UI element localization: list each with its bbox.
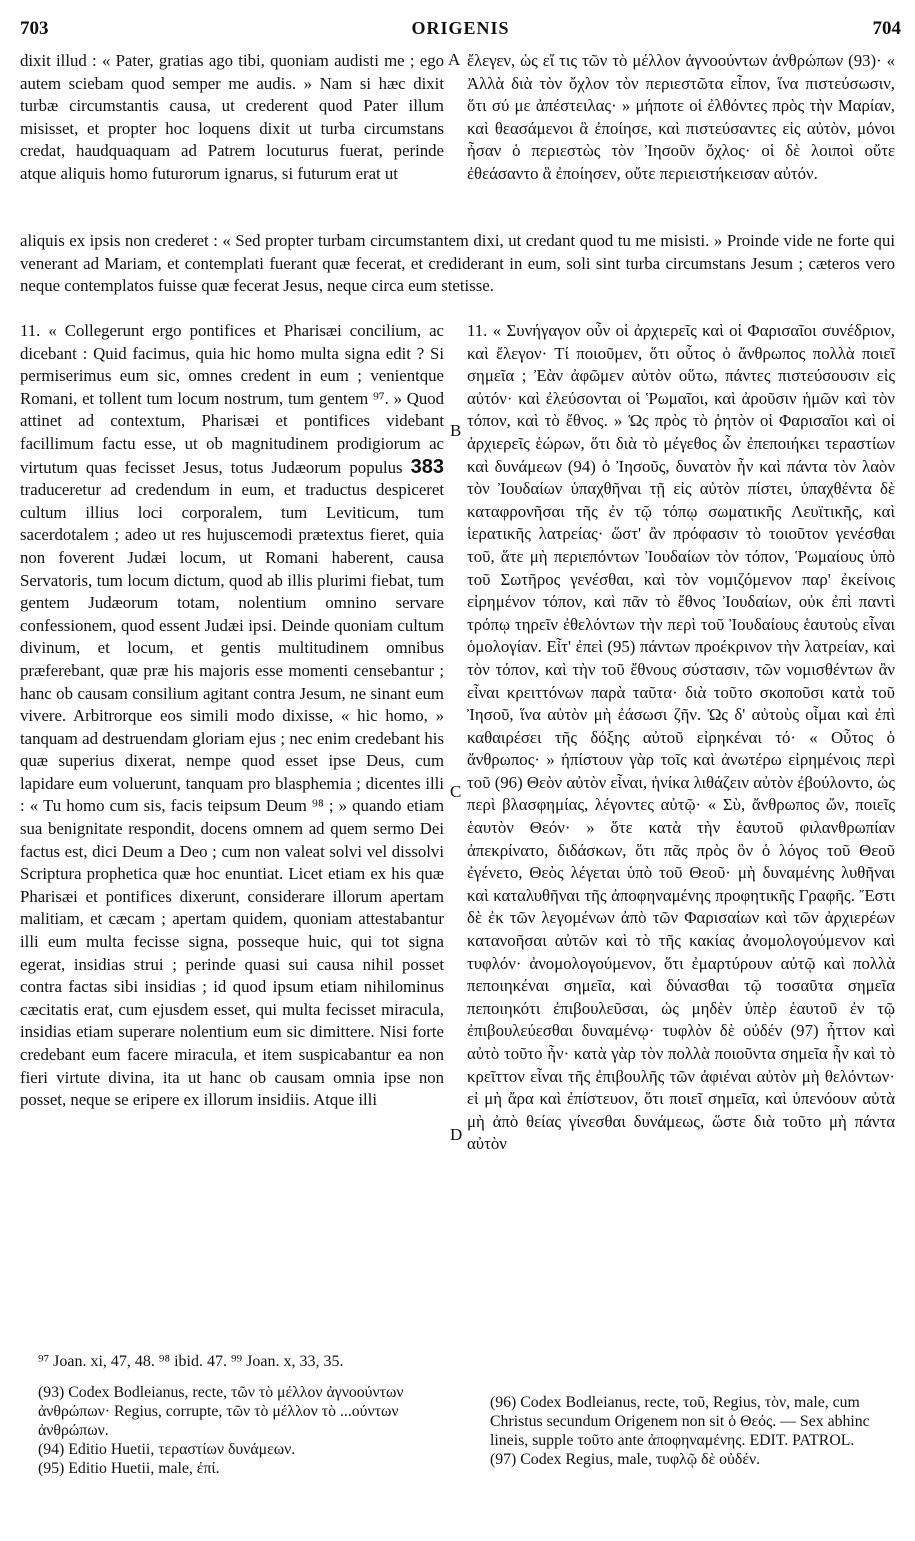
page-number-left: 703: [20, 18, 49, 39]
latin-full-width-block: [20, 230, 895, 298]
latin-text-b: traduceretur ad credendum in eum, et traductus despiceret cultum illius loci corporalem, tum Leviticum, tum sacerdotalem ; adeo ut res hujuscemodi prætextus fieret, quia non foverent Judæi locum, ut Romani haberent, causa Servatoris, tum locum dictum, quod ab illis plurimi fiebat, tum gentem Judæorum totam, nolentium omnino servare confessionem, quod essent Judæi ipsi. Deinde quoniam cultum divinum, et locum, et gentis multitudinem omnibus præferebant, quæ præ his majoris esse momenti censebantur ; hanc ob causam consilium agitant contra Jesum, ne sinant eum vivere. Arbitrorque eos simili modo dixisse, « hic homo, » tanquam ad destruendam gloriam ejus ; nec enim credebant his quæ superius dixerat, nempe quod esset ipse Deus, cum lapidare eum voluerunt, tanquam pro blasphemia ; dicentes illi : « Tu homo cum sis, facis teipsum Deum ⁹⁸ ; » quando etiam sua benignitate respondit, docens omnem ad quem sermo Dei factus est, dici Deum a Deo ; cum non valeat solvi vel dissolvi Scriptura prophetica quæ hoc enuntiat. Licet etiam ex his quæ Pharisæi et pontifices dixerunt, considerare illorum apertam malitiam, et cæcam ; apertam quidem, quoniam attestabantur illi eum multa fecisse signa, posseque huic, qui tot signa egerat, insidias strui ; perinde quasi sui causa nihil posset contra factas sibi insidias ; id quod ipsum etiam nihilominus cæcitatis erat, cum ejusdem esset, qui multa fecisset miracula, insidias etiam superare nolentium eum sic dimittere. Nisi forte credebant eum facere miracula, et item suspicabantur ea non fieri virtute divina, ita ut hanc ob causam omnia ipse non posset, neque se eripere ex illorum insidiis. Atque illi: [20, 480, 444, 1110]
column-number: 383: [410, 455, 444, 478]
latin-paragraph-main: [20, 320, 444, 1112]
greek-paragraph-main: 11. « Συνήγαγον οὖν οἱ ἀρχιερεῖς καὶ οἱ Φαρισαῖοι συνέδριον, καὶ ἔλεγον· Τί ποιοῦμεν, ὅτι οὗτος ὁ ἄνθρωπος πολλὰ ποιεῖ σημεῖα ; Ἐὰν ἀφῶμεν αὐτὸν οὕτω, πάντες πιστεύσουσιν εἰς αὐτόν· καὶ ἐλεύσονται οἱ Ῥωμαῖοι, καὶ ἀροῦσιν ἡμῶν καὶ τὸν τόπον, καὶ τὸ ἔθνος. » Ὡς πρὸς τὸ ῥητὸν οἱ Φαρισαῖοι καὶ οἱ ἀρχιερεῖς ἑώρων, ὅτι διὰ τὸ μέγεθος ὧν ἐπεποιήκει τεραστίων καὶ δυνάμεων (94) ὁ Ἰησοῦς, δυνατὸν ἦν καὶ πάντα τὸν λαὸν τὸν Ἰουδαίων ὑπαχθῆναι τῇ εἰς αὐτὸν πίστει, ὑπαχθέντα δὲ καταφρονῆσαι τῆς ἐν τῷ τόπῳ σωματικῆς Λευϊτικῆς, καὶ ἱερατικῆς λατρείας· ὥστ' ἂν πρόφασιν τὸ τοιοῦτον γενέσθαι τοῦ, ἅτε μὴ περιεπόντων Ἰουδαίων τὸν τόπον, Ῥωμαίους ὑπὸ τοῦ Σωτῆρος γενέσθαι, καὶ τὸν νομιζόμενον παρ' ἐκείνοις εἰρημένον τόπον, καὶ πᾶν τὸ ἔθνος Ἰουδαίων, οὐκ ἐπὶ παντὶ τρόπῳ τηρεῖν ἐθελόντων τὴν περὶ τοῦ Ἰουδαίους ἑαυτοὺς εἶναι ὁμολογίαν. Εἶτ' ἐπεὶ (95) πάντων προέκρινον τὴν λατρείαν, καὶ τὸν τόπον, καὶ τὴν τοῦ ἔθνους σύστασιν, τῶν νομισθέντων ἂν εἶναι κρειττόνων παρὰ ταῦτα· διὰ τοῦτο σκοποῦσι κατὰ τοῦ Ἰησοῦ, ἵνα αὐτὸν μὴ ἐάσωσι ζῆν. Ὡς δ' αὐτοὺς οἶμαι καὶ ἐπὶ καθαιρέσει τῆς δόξης αὐτοῦ εἰρηκέναι τό· « Οὗτος ὁ ἄνθρωπος· » ἠπίστουν γὰρ τοῖς καὶ ἀνωτέρω εἰρημένοις περὶ τοῦ (96) Θεὸν αὐτὸν εἶναι, ἡνίκα λιθάζειν αὐτὸν ἐβούλοντο, ὡς περὶ βλασφημίας, λέγοντες αὐτῷ· « Σὺ, ἄνθρωπος ὤν, ποιεῖς ἑαυτὸν Θεόν· » ὅτε κατὰ τὴν ἑαυτοῦ φιλανθρωπίαν ἀπεκρίνατο, διδάσκων, ὅτι πᾶς πρὸς ὃν ὁ λόγος τοῦ Θεοῦ ἐγένετο, Θεὸς λέγεται ὑπὸ τοῦ Θεοῦ· μὴ δυναμένης λυθῆναι καὶ καταλυθῆναι τῆς ἀποφηναμένης προφητικῆς Γραφῆς. Ἔστι δὲ ἐκ τῶν λεγομένων ἀπὸ τῶν Φαρισαίων καὶ τῶν ἀρχιερέων κατανοῆσαι αὐτῶν καὶ τὸ τῆς κακίας ἀνομολογούμενον καὶ τυφλόν· ἀνομολογούμενον, ὅτι ἐμαρτύρουν αὐτῷ καὶ πολλὰ πεποιηκέναι σημεῖα, καὶ δύνασθαι τῷ τοσαῦτα σημεῖα πεποιηκότι ἐπιβουλεῦσαι, ὡς μηδὲν ὑπὲρ ἑαυτοῦ ἐν τῷ ἐπιβουλεύεσθαι δυναμένῳ· τυφλὸν δὲ οὐδέν (97) ἧττον καὶ αὐτὸ τοῦτο ἦν· κατὰ γὰρ τὸν πολλὰ ποιοῦντα σημεῖα ἦν καὶ τὸ κρεῖττον εἶναι τῆς ἐπιβουλῆς τῶν ἀφιέναι αὐτὸν μὴ θελόντων· εἰ μὴ ἄρα καὶ ἐπίστευον, ὅτι ποιεῖ σημεῖα, καὶ ὑπενόουν αὐτὰ μὴ ἀπὸ θείας γίνεσθαι δυνάμεως, ὥστε διὰ τοῦτο μὴ πάντα αὐτὸν: [467, 321, 895, 1154]
note-96: (96) Codex Bodleianus, recte, τοῦ, Regius, τὸν, male, cum Christus secundum Origenem non sit ὁ Θεός. — Sex abhinc lineis, supple τοῦτο ante ἀποφηναμένης. EDIT. PATROL.: [490, 1394, 870, 1449]
note-94: (94) Editio Huetii, τεραστίων δυνάμεων.: [38, 1441, 296, 1458]
note-93: (93) Codex Bodleianus, recte, τῶν τὸ μέλλον ἀγνοούντων ἀνθρώπων· Regius, corrupte, τῶν τὸ μέλλον τὸ ...ούντων ἀνθρώπων.: [38, 1384, 404, 1439]
section-marker-d: D: [450, 1125, 463, 1144]
running-title: ORIGENIS: [411, 18, 510, 38]
notes-left: [38, 1383, 458, 1478]
section-marker-b: B: [450, 421, 462, 440]
page-header: [20, 18, 901, 46]
latin-paragraph-full: aliquis ex ipsis non crederet : « Sed propter turbam circumstantem dixi, ut credant quod tu me misisti. » Proinde vide ne forte qui venerant ad Mariam, et contemplati fuerant quæ fecerat, et crediderant in eum, soli sint turba circumstans Jesum ; cæteros vero neque contemplatos fuisse quæ fecerat Jesus, neque circa eum stetisse.: [20, 231, 895, 296]
note-95: (95) Editio Huetii, male, ἐπί.: [38, 1460, 220, 1477]
latin-column-top: [20, 50, 444, 186]
scripture-references: ⁹⁷ Joan. xi, 47, 48. ⁹⁸ ibid. 47. ⁹⁹ Joan. x, 33, 35.: [38, 1353, 344, 1370]
latin-column-main: [20, 320, 444, 1112]
latin-paragraph-top: dixit illud : « Pater, gratias ago tibi, quoniam audisti me ; ego autem sciebam quod semper me audis. » Nam si hæc dixit turbæ circumstantis causa, ut crederent quod Pater illum misisset, et propter hoc loquens dixit ut turba circumstans credat, haudquaquam ad Patrem locuturus fuerat, perinde atque aliquis homo futurorum ignarus, si futurum erat ut: [20, 51, 444, 183]
section-marker-a: A: [448, 50, 461, 69]
greek-paragraph-top: ἔλεγεν, ὡς εἴ τις τῶν τὸ μέλλον ἀγνοούντων ἀνθρώπων (93)· « Ἀλλὰ διὰ τὸν ὄχλον τὸν περιεστῶτα εἶπον, ἵνα πιστεύσωσιν, ὅτι σύ με ἀπέστειλας· » μήποτε οἱ ἐλθόντες πρὸς τὴν Μαρίαν, καὶ θεασάμενοι ἃ ἐποίησε, καὶ πιστεύσαντες εἰς αὐτὸν, μόνοι ἦσαν ὁ περιεστὼς τὸν Ἰησοῦν ὄχλος· οἱ δὲ λοιποὶ οὔτε ἐθεάσαντο ἃ ἐποίησεν, οὔτε περιειστήκεισαν αὐτόν.: [467, 51, 895, 183]
section-marker-c: C: [450, 782, 462, 801]
notes-right: [490, 1393, 895, 1469]
note-97: (97) Codex Regius, male, τυφλῷ δὲ οὐδέν.: [490, 1451, 761, 1468]
greek-column-top: [467, 50, 895, 186]
page-number-right: 704: [872, 18, 901, 39]
latin-text-a: 11. « Collegerunt ergo pontifices et Pharisæi concilium, ac dicebant : Quid facimus, quia hic homo multa signa edit ? Si permiserimus eum sic, omnes credent in eum ; venientque Romani, et tollent tum locum nostrum, tum gentem ⁹⁷. » Quod attinet ad contextum, Pharisæi et pontifices videbant facillimum factu esse, ut ob magnitudinem prodigiorum ac virtutum quas fecisset Jesus, totus Judæorum populus: [20, 321, 444, 477]
greek-column-main: [467, 320, 895, 1156]
